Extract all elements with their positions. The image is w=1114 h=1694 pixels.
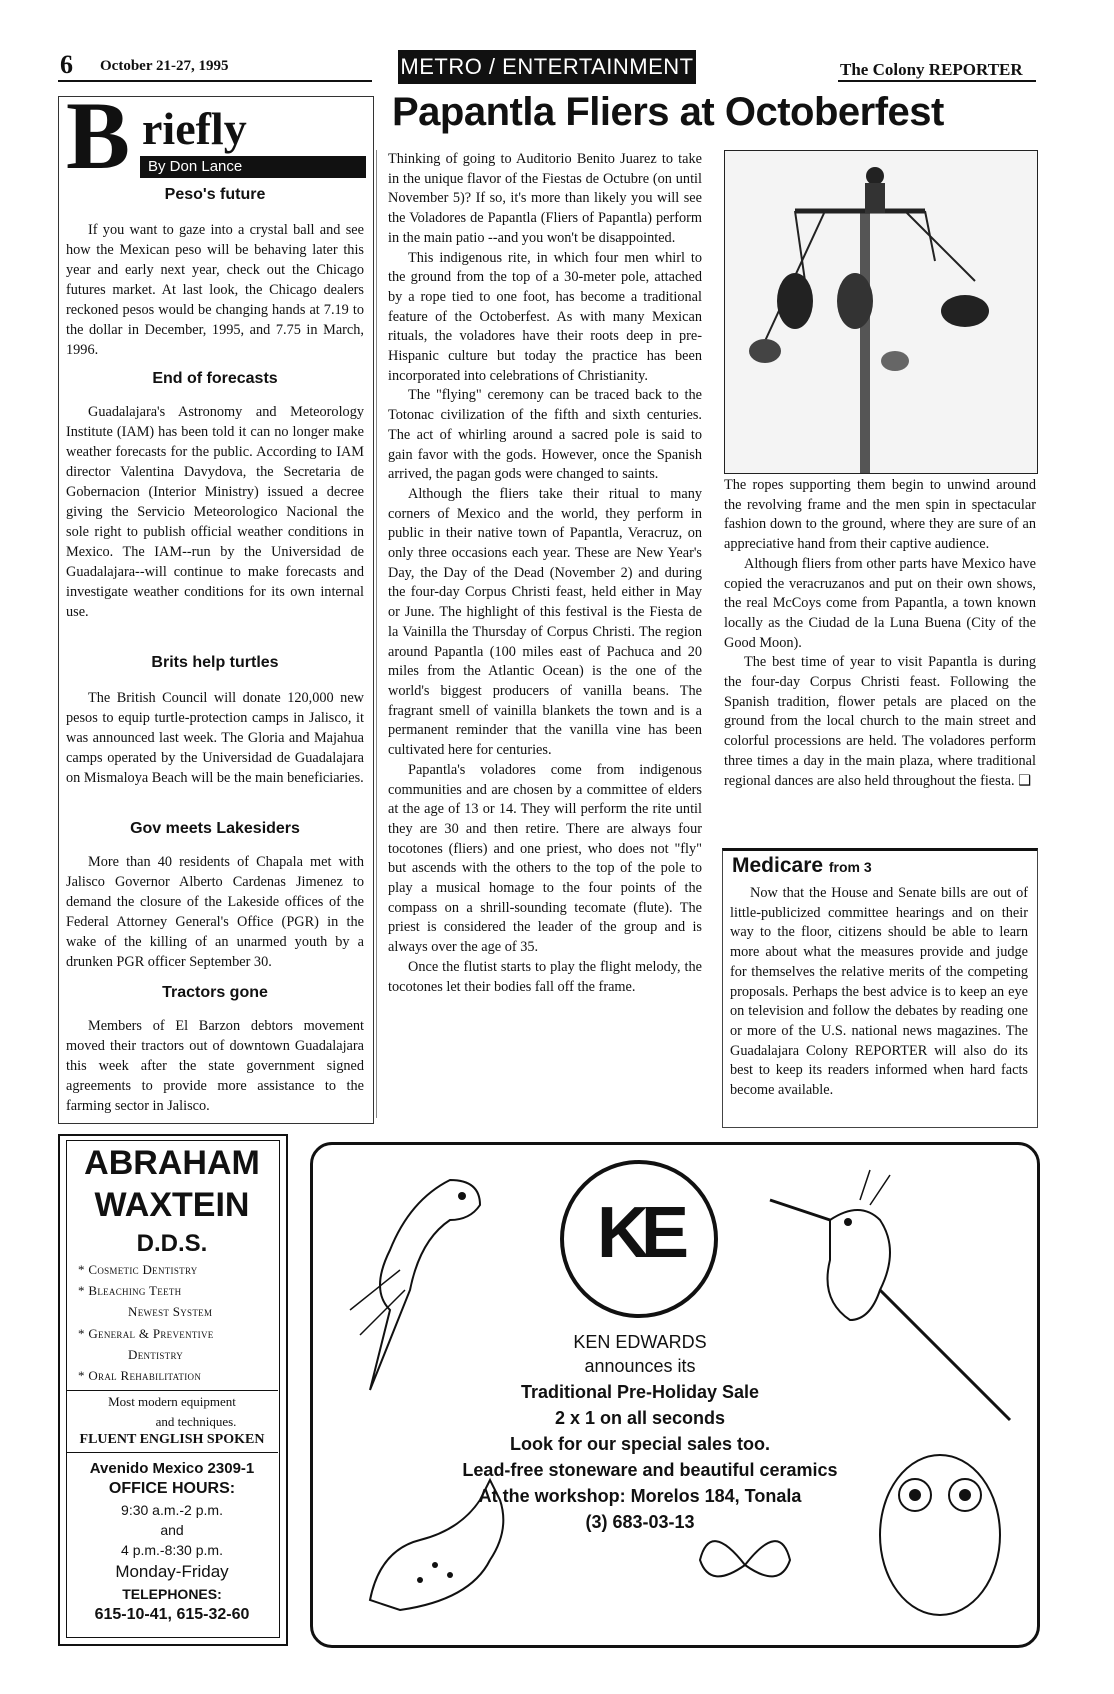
ad-service: * Bleaching Teeth — [78, 1283, 182, 1298]
article-paragraph: Papantla's voladores come from indigenous communities and are chosen by a committee of elders at the age of 13 or 14. They will perform the rite until they are 30 and then retire. There are always four tocotones (fliers) and one priest, who does not "fly" but ascends with the others to the top of the pole to play a musical homage to the four points of the compass on a shrill-sounding tecomate (flute). The priest is considered the leader of the group and is always over the age of 35. — [388, 761, 702, 956]
ad-line: (3) 683-03-13 — [585, 1512, 695, 1532]
brief-head: Peso's future — [164, 186, 266, 203]
article-paragraph: Thinking of going to Auditorio Benito Juarez to take in the unique flavor of the Fiestas de Octubre (on until November 5)? If so, it's more than likely you will see the Voladores de Papantla (Fliers of Papantla) perform in the main patio --and you won't be disappointed. — [388, 151, 702, 246]
fawn-illustration — [340, 1470, 560, 1630]
ad-hours: and — [160, 1522, 184, 1538]
brief-body: More than 40 residents of Chapala met with Jalisco Governor Alberto Cardenas Jimenez to demand the closure of the Lakeside offices of the Federal Attorney General's Office (PGR) in the wake of the killing of an unarmed youth by a drunken PGR officer September 30. — [66, 854, 364, 970]
ad-hours: 9:30 a.m.-2 p.m. — [121, 1502, 223, 1518]
ad-line: Look for our special sales too. — [509, 1434, 771, 1454]
ad-line: KEN EDWARDS — [573, 1332, 707, 1352]
jump-from: from 3 — [828, 859, 872, 875]
byline: By Don Lance — [140, 156, 366, 178]
article-column-1 — [388, 150, 702, 997]
ad-line: 2 x 1 on all seconds — [554, 1408, 726, 1428]
voladores-illustration — [725, 151, 1037, 473]
briefly-title: riefly — [142, 103, 247, 154]
ad-divider — [66, 1390, 278, 1391]
brief-body: The British Council will donate 120,000 new pesos to equip turtle-protection camps in Jalisco, it was announced last week. The Gloria and Majahua camps operated by the Universidad de Guadalajara on Mismaloya Beach will be the main beneficiaries. — [66, 690, 364, 786]
butterfly-illustration — [690, 1510, 800, 1620]
article-paragraph: Although fliers from other parts have Mexico have copied the veracruzanos and put on their own shows, the real McCoys come from Papantla, a town known locally as the Ciudad de la Luna Buena (City of the Good Moon). — [724, 555, 1036, 651]
ad-tel-label: TELEPHONES: — [122, 1586, 222, 1602]
article-paragraph: The "flying" ceremony can be traced back to the Totonac civilization of the fifth and sixth centuries. The act of whirling around a sacred pole is said to gain favor with the gods. However, once the Spanish arrived, the pagan gods were changed to saints. — [388, 387, 702, 483]
brief-head: Brits help turtles — [151, 654, 279, 671]
medicare-title: Medicare — [732, 854, 824, 877]
ad-service: Newest System — [128, 1304, 213, 1319]
ad-telephones: 615-10-41, 615-32-60 — [94, 1606, 250, 1623]
article-column-2 — [724, 476, 1036, 791]
ad-line: announces its — [584, 1356, 696, 1376]
voladores-photo — [724, 150, 1038, 474]
ad-equipment: Most modern equipment — [108, 1394, 236, 1409]
headline: Papantla Fliers at Octoberfest — [392, 90, 944, 134]
article-paragraph: Once the flutist starts to play the flight melody, the tocotones let their bodies fall off the frame. — [388, 958, 702, 995]
column-divider — [376, 150, 377, 1118]
briefly-title-initial: B — [66, 82, 131, 189]
page-number: 6 — [60, 50, 73, 79]
masthead-rule-right — [838, 80, 1036, 82]
owl-illustration — [860, 1440, 1030, 1620]
ad-address: Avenido Mexico 2309-1 — [89, 1460, 255, 1477]
ad-name-1: ABRAHAM — [84, 1144, 260, 1182]
brief-body: If you want to gaze into a crystal ball and see how the Mexican peso will be behaving later this year and early next year, check out the Chicago futures market. At last look, the Chicago dealers reckoned pesos would be changing hands at 7.19 to the dollar in December, 1995, and 7.75 in March, 1996. — [66, 222, 364, 358]
roadrunner-illustration — [760, 1160, 1020, 1430]
ad-line: Traditional Pre-Holiday Sale — [520, 1382, 760, 1402]
brief-head: End of forecasts — [152, 370, 278, 387]
ad-service: * Cosmetic Dentistry — [78, 1262, 198, 1277]
article-paragraph: Now that the House and Senate bills are out of little-publicized committee hearings and on their way to the floor, citizens should be able to learn more about what the measures provide and judge for themselves the relative merits of the competing proposals. Perhaps the best advice is to keep an eye on television and follow the debates by reading one or more of the U.S. national news magazines. The Guadalajara Colony REPORTER will also do its best to keep its readers informed when hard facts become available. — [730, 885, 1028, 1099]
brief-head: Tractors gone — [162, 984, 268, 1001]
ad-service: * Oral Rehabilitation — [78, 1368, 202, 1383]
issue-date: October 21-27, 1995 — [100, 58, 229, 74]
ad-days: Monday-Friday — [115, 1562, 229, 1581]
section-banner: METRO / ENTERTAINMENT — [398, 50, 696, 84]
article-paragraph: Although the fliers take their ritual to many corners of Mexico and the world, they perform in public in their native town of Papantla, Veracruz, on only three occasions each year. These are New Year's Day, the Day of the Dead (November 2) and during the four-day Corpus Christi feast, held either in May or June. The highlight of this festival is the Fiesta de la Vainilla the Thursday of Corpus Christi. The region around Papantla (100 miles east of Pachuca and 20 miles from the Atlantic Ocean) is the one of the world's biggest producers of vanilla beans. The fragrant smell of vainilla blankets the town and is a permanent reminder that the vanilla vine has been cultivated here for centuries. — [388, 485, 702, 759]
ad-hours-label: OFFICE HOURS: — [108, 1480, 236, 1497]
ad-line: At the workshop: Morelos 184, Tonala — [478, 1486, 802, 1506]
ad-divider — [66, 1452, 278, 1453]
ad-degree: D.D.S. — [136, 1230, 208, 1257]
ad-service: * General & Preventive — [78, 1326, 214, 1341]
article-paragraph: The best time of year to visit Papantla is during the four-day Corpus Christi feast. Following the Spanish tradition, flower petals are placed on the ground from the local church to the main street and colorful processions are held. The voladores perform three times a day in the main plaza, where traditional regional dances are also held throughout the fiesta. ❑ — [724, 654, 1036, 789]
ke-logo: KE — [596, 1193, 682, 1273]
ad-english: FLUENT ENGLISH SPOKEN — [79, 1432, 265, 1447]
ke-logo-circle — [560, 1160, 718, 1318]
article-paragraph: The ropes supporting them begin to unwind around the revolving frame and the men spin in spectacular fashion down to the ground, where they are sure of an appreciative hand from their captive audience. — [724, 477, 1036, 553]
ad-service: Dentistry — [128, 1347, 184, 1362]
brief-body: Guadalajara's Astronomy and Meteorology Institute (IAM) has been told it can no longer make weather forecasts for the public. According to IAM director Valentina Davydova, the Secretaria de Gobernacion (Interior Ministry) issued a decree giving the Servicio Meteorologico Nacional the sole right to publish official weather conditions in Mexico. The IAM--run by the Universidad de Guadalajara--will continue to make forecasts and investigate weather conditions for its own internal use. — [66, 404, 364, 620]
paper-name: The Colony REPORTER — [840, 60, 1023, 79]
brief-body: Members of El Barzon debtors movement moved their tractors out of downtown Guadalajara this week after the state government signed agreements to provide more assistance to the farming sector in Jalisco. — [66, 1018, 364, 1114]
ad-equipment: and techniques. — [155, 1414, 237, 1429]
parrot-illustration — [330, 1160, 500, 1400]
ad-line: Lead-free stoneware and beautiful ceramics — [462, 1460, 838, 1480]
ad-name-2: WAXTEIN — [94, 1186, 250, 1224]
medicare-body — [730, 884, 1028, 1101]
brief-head: Gov meets Lakesiders — [130, 820, 300, 837]
article-paragraph: This indigenous rite, in which four men whirl to the ground from the top of a 30-meter pole, attached by a rope tied to one foot, has become a traditional feature of the Octoberfest. As with many Mexican rituals, the voladores have their roots deep in pre-Hispanic culture but today the practice has been incorporated into celebrations of Christianity. — [388, 249, 702, 384]
ad-hours: 4 p.m.-8:30 p.m. — [121, 1542, 223, 1558]
medicare-head — [732, 854, 872, 878]
